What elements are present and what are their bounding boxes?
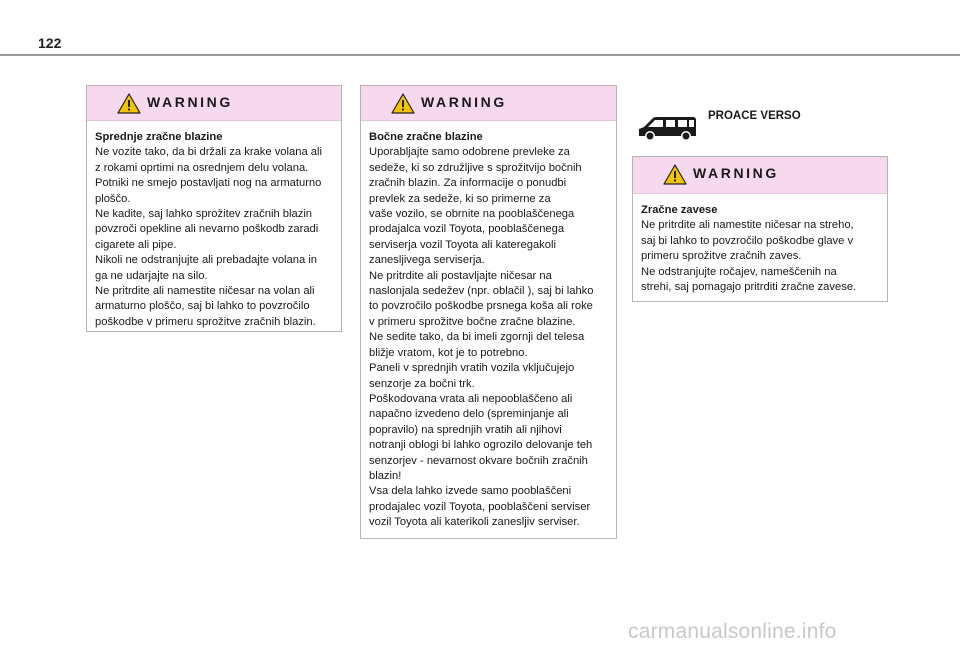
warning-header (87, 86, 341, 121)
warning-subtitle: Zračne zavese (641, 204, 718, 216)
warning-body (87, 121, 341, 338)
warning-subtitle: Bočne zračne blazine (369, 131, 483, 143)
warning-box-front-airbags (86, 85, 342, 332)
warning-subtitle: Sprednje zračne blazine (95, 131, 223, 143)
watermark: carmanualsonline.info (628, 620, 837, 643)
vehicle-name: PROACE VERSO (708, 110, 801, 122)
vehicle-label (636, 104, 886, 144)
warning-header (633, 157, 887, 194)
header-rule (0, 54, 960, 56)
van-icon (636, 112, 698, 142)
warning-header (361, 86, 616, 121)
warning-triangle-icon (117, 93, 141, 114)
warning-box-curtain-airbags (632, 156, 888, 302)
warning-box-side-airbags (360, 85, 617, 539)
warning-title: WARNING (693, 165, 779, 181)
warning-text: Uporabljajte samo odobrene prevleke za sedeže, ki so združljive s sprožitvijo bočnih zračnih blazin. Za informacije o ponudbi prevlek za sedeže, ki so primerne za vaše vozilo, se obrnite na pooblaščenega prodajalca vozil Toyota, pooblaščenega serviserja vozil Toyota ali kateregakoli zanesljivega serviserja. Ne pritrdite ali postavljajte ničesar na naslonjala sedežev (npr. oblačil ), saj bi lahko to povzročilo poškodbe prsnega koša ali roke v primeru sprožitve bočne zračne blazine. Ne sedite tako, da bi imeli zgornji del telesa bližje vratom, kot je to potrebno. Paneli v sprednjih vratih vozila vključujejo senzorje za bočni trk. Poškodovana vrata ali nepooblaščeno ali napačno izvedeno delo (spreminjanje ali popravilo) na sprednjih vratih ali njihovi notranji oblogi bi lahko ogrozilo delovanje teh senzorjev - nevarnost okvare bočnih zračnih blazin! Vsa dela lahko izvede samo pooblaščeni prodajalec vozil Toyota, pooblaščeni serviser vozil Toyota ali katerikoli zanesljiv serviser. (369, 146, 594, 529)
warning-title: WARNING (147, 94, 233, 110)
warning-body (361, 121, 616, 539)
warning-text: Ne pritrdite ali namestite ničesar na streho, saj bi lahko to povzročilo poškodbe glave v primeru sprožitve zračnih zaves. Ne odstranjujte ročajev, nameščenih na strehi, saj pomagajo pritrditi zračne zavese. (641, 219, 857, 294)
warning-title: WARNING (421, 94, 507, 110)
warning-triangle-icon (391, 93, 415, 114)
warning-triangle-icon (663, 164, 687, 185)
page-number: 122 (38, 35, 62, 51)
warning-body (633, 194, 887, 303)
warning-text: Ne vozite tako, da bi držali za krake volana ali z rokami oprtimi na osrednjem delu volana. Potniki ne smejo postavljati nog na armaturno ploščo. Ne kadite, saj lahko sprožitev zračnih blazin povzroči opekline ali nevarno poškodb zaradi cigarete ali pipe. Nikoli ne odstranjujte ali prebadajte volana in ga ne udarjajte na silo. Ne pritrdite ali namestite ničesar na volan ali armaturno ploščo, saj bi lahko to povzročilo poškodbe v primeru sprožitve zračnih blazin. (95, 146, 322, 328)
